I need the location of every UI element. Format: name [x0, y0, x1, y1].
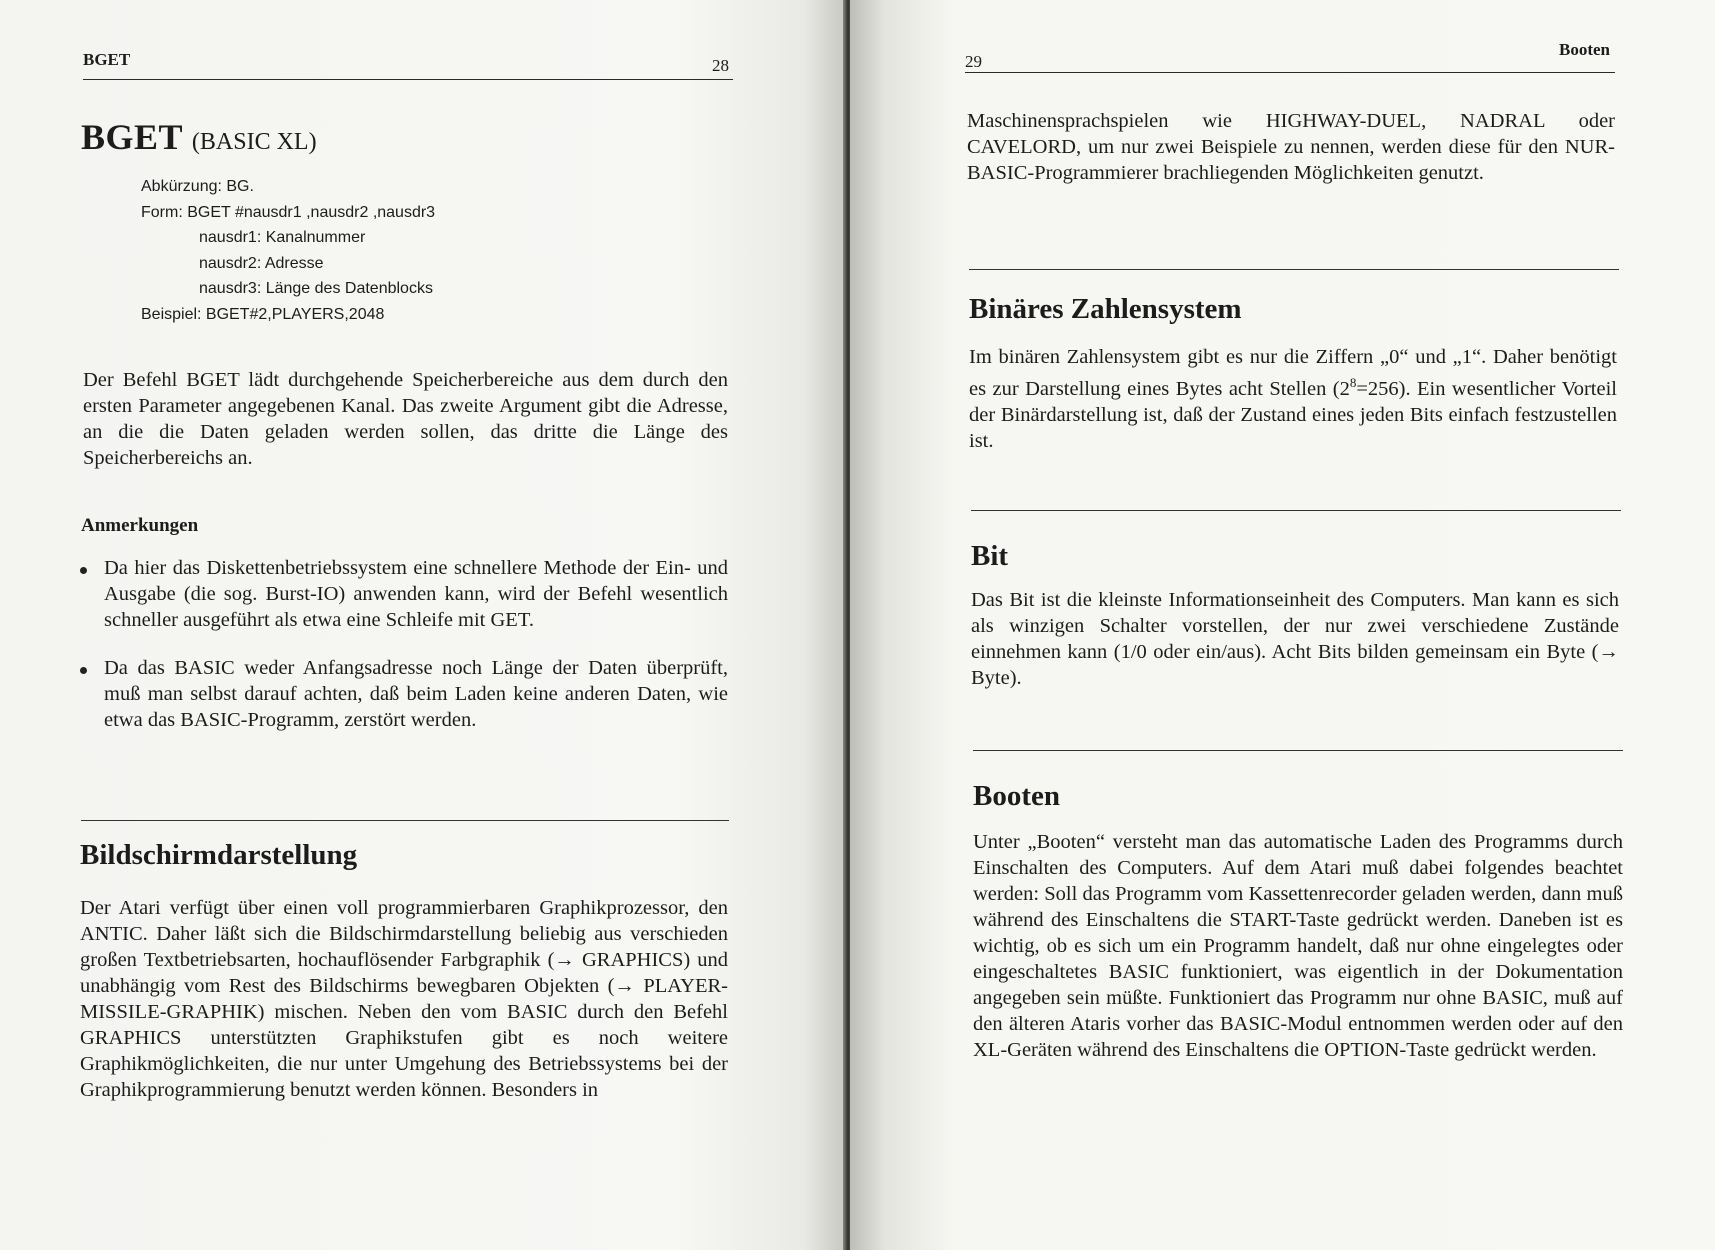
form-line: Form: BGET #nausdr1 ,nausdr2 ,nausdr3	[141, 203, 436, 221]
section-divider	[973, 750, 1623, 751]
running-head-left: BGET	[83, 50, 131, 69]
entry-title-bget: BGET (BASIC XL)	[81, 117, 317, 157]
section-divider	[969, 269, 1619, 270]
section-divider	[971, 510, 1621, 511]
page-number-right: 29	[965, 52, 982, 71]
bildschirm-text: Der Atari verfügt über einen voll programmierbaren Graphikprozessor, den ANTIC. Daher läßt sich die Bildschirmdarstellung beliebig aus verschieden großen Textbetriebsarten, hochauflösender Farbgraphik (→ GRAPHICS) und unabhängig vom Rest des Bildschirms bewegbaren Objekten (→ PLAYER-MISSILE-GRAPHIK) mischen. Neben den vom BASIC durch den Befehl GRAPHICS unterstützten Graphikstufen gibt es noch weitere Graphikmöglichkeiten, die nur unter Umgehung des Betriebssystems bei der Graphikprogrammierung benutzt werden können. Besonders in	[80, 897, 728, 1101]
notes-heading: Anmerkungen	[81, 515, 199, 536]
abbreviation-line: Abkürzung: BG.	[141, 178, 254, 195]
booten-text: Unter „Booten“ versteht man das automatische Laden des Programms durch Einschalten des Computers. Auf dem Atari muß dabei folgendes beachtet werden: Soll das Programm vom Kassettenrecorder geladen werden, dann muß während des Einschaltens die START-Taste gedrückt werden. Daneben ist es wichtig, ob es sich um ein Programm handelt, daß nur ohne eingelegtes oder eingeschaltetes BASIC funktioniert, was eigentlich in der Dokumentation angegeben sein müßte. Funktioniert das Programm nur ohne BASIC, muß auf den älteren Ataris vorher das BASIC-Modul entnommen werden oder auf den XL-Geräten während des Einschaltens die OPTION-Taste gedrückt werden.	[973, 831, 1623, 1061]
bullet-icon	[80, 667, 87, 674]
entry-title-booten: Booten	[973, 780, 1060, 812]
entry-title-bildschirmdarstellung: Bildschirmdarstellung	[80, 839, 358, 871]
binaer-text: Im binären Zahlensystem gibt es nur die Ziffern „0“ und „1“. Daher benötigt es zur Darstellung eines Bytes acht Stellen $(2^8=256)$. Ein wesentlicher Vorteil der Binärdarstellung ist, daß der Zustand eines jeden Bits einfach festzustellen ist.	[969, 346, 1617, 452]
section-divider	[81, 820, 729, 821]
example-line: Beispiel: BGET#2,PLAYERS,2048	[141, 305, 385, 323]
header-rule-left	[83, 79, 733, 80]
list-item: Da das BASIC weder Anfangsadresse noch Länge der Daten überprüft, muß man selbst darauf achten, daß beim Laden keine anderen Daten, wie etwa das BASIC-Programm, zerstört werden.	[80, 655, 728, 733]
page-number-left: 28	[712, 56, 729, 75]
right-page	[850, 0, 1715, 1250]
continuation-text: Maschinensprachspielen wie HIGHWAY-DUEL, NADRAL oder CAVELORD, um nur zwei Beispiele zu nennen, werden diese für den NUR-BASIC-Programmierer brachliegenden Möglichkeiten genutzt.	[967, 110, 1615, 184]
list-item: Da hier das Diskettenbetriebssystem eine schnellere Methode der Ein- und Ausgabe (die sog. Burst-IO) anwenden kann, wird der Befehl wesentlich schneller ausgeführt als etwa eine Schleife mit GET.	[80, 555, 728, 633]
param-line: nausdr2: Adresse	[199, 254, 324, 272]
bullet-icon	[80, 567, 87, 574]
param-line: nausdr1: Kanalnummer	[199, 229, 366, 246]
left-page	[0, 0, 845, 1250]
entry-title-binaeres-zahlensystem: Binäres Zahlensystem	[969, 293, 1242, 325]
running-head-right: Booten	[1559, 40, 1610, 59]
entry-title-bit: Bit	[971, 540, 1009, 572]
notes-list	[80, 555, 728, 755]
syntax-block	[141, 174, 435, 327]
bget-description: Der Befehl BGET lädt durchgehende Speicherbereiche aus dem durch den ersten Parameter angegebenen Kanal. Das zweite Argument gibt die Adresse, an die die Daten geladen werden sollen, das dritte die Länge des Speicherbereichs an.	[83, 369, 728, 469]
header-rule-right	[965, 72, 1615, 73]
exponent: 8	[1349, 375, 1357, 390]
param-line: nausdr3: Länge des Datenblocks	[199, 280, 433, 297]
entry-subtitle: (BASIC XL)	[191, 129, 317, 155]
bit-text: Das Bit ist die kleinste Informationseinheit des Computers. Man kann es sich als winzigen Schalter vorstellen, der nur zwei verschiedene Zustände einnehmen kann (1/0 oder ein/aus). Acht Bits bilden gemeinsam ein Byte (→ Byte).	[971, 589, 1619, 689]
